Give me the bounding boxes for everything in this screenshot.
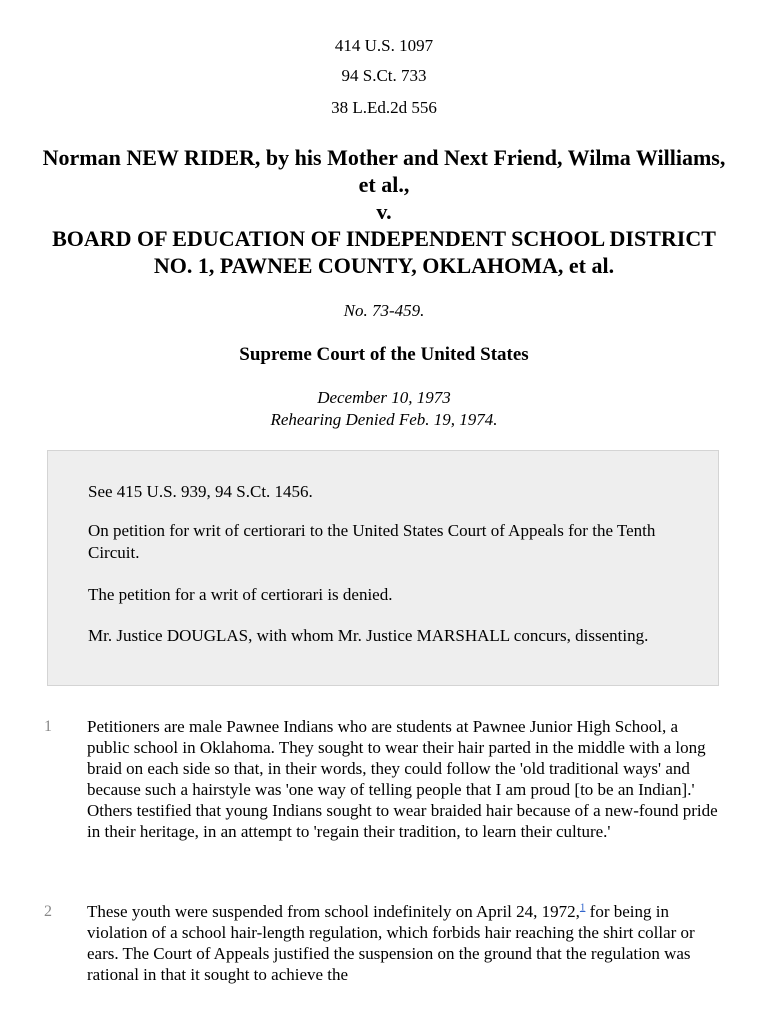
paragraph-number: 2 [44,903,52,920]
citation-us: 414 U.S. 1097 [334,36,434,55]
case-title [40,144,728,279]
dissent-text: Mr. Justice DOUGLAS, with whom Mr. Justice MARSHALL concurs, dissenting. [88,626,649,645]
petitioner-name: Norman NEW RIDER, by his Mother and Next Friend, Wilma Williams, et al., [42,145,726,197]
paragraph-number: 1 [44,718,52,735]
docket-number: No. 73-459. [343,301,425,320]
see-also-citation: See 415 U.S. 939, 94 S.Ct. 1456. [88,482,313,501]
citation-led: 38 L.Ed.2d 556 [331,98,437,117]
denial-text: The petition for a writ of certiorari is denied. [88,585,393,604]
paragraph-text: Petitioners are male Pawnee Indians who are students at Pawnee Junior High School, a public school in Oklahoma. They sought to wear their hair parted in the middle with a long braid on each side so that, in their words, they could follow the 'old traditional ways' and because such a hairstyle was 'one way of telling people that I am proud [to be an Indian].' Others testified that young Indians sought to wear braided hair because of a new-found pride in their heritage, in an attempt to 'regain their tradition, to learn their culture.' [87,717,718,841]
paragraph-text-end: for being in violation of a school hair-length regulation, which forbids hair reaching the shirt collar or ears. The Court of Appeals justified the suspension on the ground that the regulation was rational in that it sought to achieve the [87,902,695,984]
respondent-name: BOARD OF EDUCATION OF INDEPENDENT SCHOOL DISTRICT NO. 1, PAWNEE COUNTY, OKLAHOMA, et al. [52,226,716,278]
versus-label: v. [376,199,392,224]
decision-date: December 10, 1973 [317,388,451,407]
rehearing-date: Rehearing Denied Feb. 19, 1974. [270,410,498,429]
paragraph-text-start: These youth were suspended from school indefinitely on April 24, 1972, [87,902,580,921]
paragraph-text [87,901,719,985]
court-name: Supreme Court of the United States [239,344,529,365]
footnote-link[interactable]: 1 [579,901,586,914]
petition-text: On petition for writ of certiorari to the United States Court of Appeals for the Tenth Circuit. [88,521,656,562]
citation-sct: 94 S.Ct. 733 [341,66,427,85]
summary-box [47,450,719,686]
